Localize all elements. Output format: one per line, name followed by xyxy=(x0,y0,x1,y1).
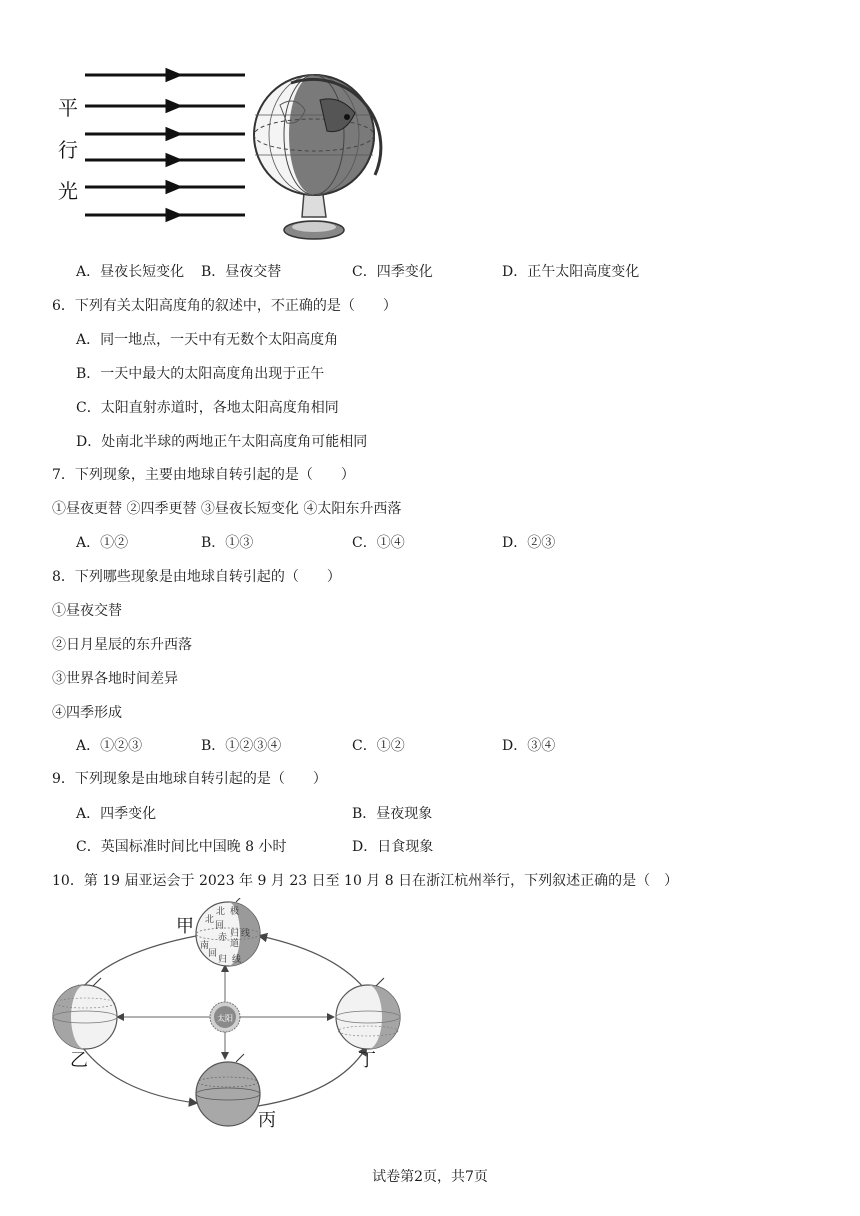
q8-item-3: ③世界各地时间差异 xyxy=(52,671,178,687)
q6-option-d[interactable]: D．处南北半球的两地正午太阳高度角可能相同 xyxy=(76,434,368,450)
q5-option-b[interactable]: B．昼夜交替 xyxy=(201,264,282,280)
q9-option-d[interactable]: D．日食现象 xyxy=(352,839,434,855)
svg-text:归: 归 xyxy=(230,929,240,939)
svg-text:北: 北 xyxy=(216,907,226,917)
q9-stem: 9．下列现象是由地球自转引起的是（ ） xyxy=(52,771,327,787)
q8-option-d[interactable]: D．③④ xyxy=(502,738,556,754)
q8-item-4: ④四季形成 xyxy=(52,705,122,721)
globe-yi xyxy=(53,978,117,1049)
q8-option-a[interactable]: A．①②③ xyxy=(76,738,143,754)
figure-parallel-light-globe xyxy=(55,65,395,245)
q6-option-b[interactable]: B．一天中最大的太阳高度角出现于正午 xyxy=(76,366,325,382)
label-jia: 甲 xyxy=(176,916,194,937)
light-label-char-3: 光 xyxy=(58,179,78,203)
q8-stem: 8．下列哪些现象是由地球自转引起的（ ） xyxy=(52,569,341,585)
svg-text:回: 回 xyxy=(215,921,225,931)
q10-stem: 10．第 19 届亚运会于 2023 年 9 月 23 日至 10 月 8 日在浙江杭州举行，下列叙述正确的是（ ） xyxy=(52,873,679,889)
q5-option-c[interactable]: C．四季变化 xyxy=(352,264,433,280)
svg-text:北: 北 xyxy=(205,915,215,925)
parallel-light-arrows xyxy=(85,70,245,220)
svg-text:线: 线 xyxy=(241,929,251,939)
q8-item-2: ②日月星辰的东升西落 xyxy=(52,637,192,653)
q6-option-a[interactable]: A．同一地点，一天中有无数个太阳高度角 xyxy=(76,332,339,348)
q7-items: ①昼夜更替 ②四季更替 ③昼夜长短变化 ④太阳东升西落 xyxy=(52,501,402,517)
svg-text:极: 极 xyxy=(230,907,240,917)
q5-option-d[interactable]: D．正午太阳高度变化 xyxy=(502,264,640,280)
q7-option-b[interactable]: B．①③ xyxy=(201,535,254,551)
svg-text:线: 线 xyxy=(232,955,242,965)
q7-option-a[interactable]: A．①② xyxy=(76,535,129,551)
q6-option-c[interactable]: C．太阳直射赤道时，各地太阳高度角相同 xyxy=(76,400,339,416)
q7-option-d[interactable]: D．②③ xyxy=(502,535,556,551)
page-footer: 试卷第2页，共7页 xyxy=(372,1169,488,1185)
q7-option-c[interactable]: C．①④ xyxy=(352,535,405,551)
globe-ding xyxy=(336,978,400,1049)
svg-text:赤: 赤 xyxy=(218,933,228,943)
q8-item-1: ①昼夜交替 xyxy=(52,603,122,619)
q8-option-b[interactable]: B．①②③④ xyxy=(201,738,282,754)
light-label-char-1: 平 xyxy=(58,96,78,120)
globe-illustration xyxy=(254,75,381,239)
q6-stem: 6．下列有关太阳高度角的叙述中，不正确的是（ ） xyxy=(52,298,397,314)
q9-option-a[interactable]: A．四季变化 xyxy=(76,806,157,822)
q7-stem: 7．下列现象，主要由地球自转引起的是（ ） xyxy=(52,467,355,483)
svg-text:南: 南 xyxy=(200,941,210,951)
q5-option-a[interactable]: A．昼夜长短变化 xyxy=(76,264,185,280)
q8-option-c[interactable]: C．①② xyxy=(352,738,405,754)
svg-text:归: 归 xyxy=(218,955,228,965)
q9-option-b[interactable]: B．昼夜现象 xyxy=(352,806,433,822)
svg-text:道: 道 xyxy=(230,939,240,949)
globe-jia xyxy=(196,898,260,966)
label-yi: 乙 xyxy=(70,1050,88,1071)
figure-earth-orbit xyxy=(48,898,410,1136)
label-ding: 丁 xyxy=(358,1050,376,1071)
svg-text:太阳: 太阳 xyxy=(217,1014,233,1023)
light-label-char-2: 行 xyxy=(58,138,78,162)
globe-bing xyxy=(196,1054,260,1126)
svg-text:回: 回 xyxy=(208,949,218,959)
label-bing: 丙 xyxy=(258,1110,276,1131)
q9-option-c[interactable]: C．英国标准时间比中国晚 8 小时 xyxy=(76,839,287,855)
sun-icon xyxy=(210,1002,240,1032)
